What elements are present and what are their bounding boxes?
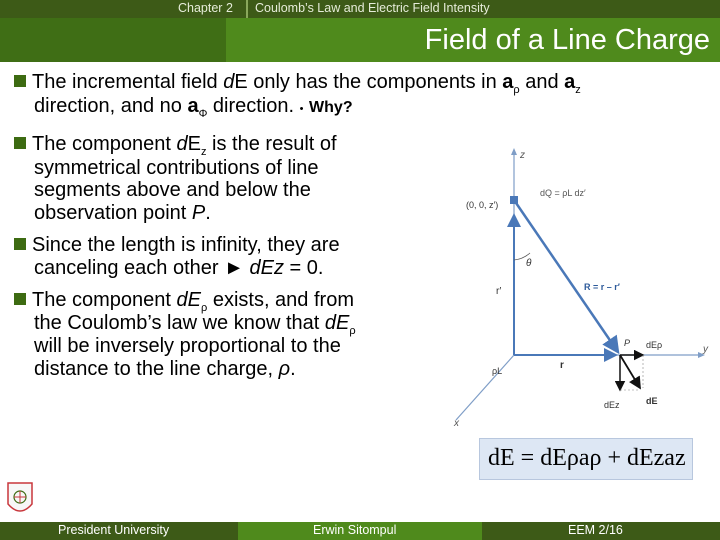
dE-vector xyxy=(620,355,640,388)
bullet-2: The component $dE_z$ is the result of xyxy=(14,132,337,164)
bullet-square xyxy=(14,75,26,87)
top-bar xyxy=(0,0,720,18)
svg-text:θ: θ xyxy=(526,258,532,269)
svg-text:(0, 0, z′): (0, 0, z′) xyxy=(466,200,499,210)
svg-text:dEρ: dEρ xyxy=(646,340,663,350)
chapter-label: Chapter 2 xyxy=(178,1,233,15)
bullet-4-line4: distance to the line charge, ρ. xyxy=(34,358,296,380)
bullet-3-line2: canceling each other ► dEz = 0. xyxy=(34,257,324,279)
why-note: Why? xyxy=(309,99,353,116)
svg-text:z: z xyxy=(520,150,525,161)
line-charge-figure xyxy=(448,140,716,432)
bullet-4-line2: the Coulomb’s law we know that $dE_\rho$ xyxy=(34,312,356,337)
footer-page: EEM 2/16 xyxy=(568,523,623,537)
bullet-3: Since the length is infinity, they are xyxy=(14,233,340,257)
svg-text:R = r – r′: R = r – r′ xyxy=(584,282,620,292)
footer-bar xyxy=(0,522,720,540)
dE-term: d xyxy=(223,71,235,93)
svg-text:x: x xyxy=(454,418,459,429)
svg-text:dE: dE xyxy=(646,396,658,406)
equation: dE = dEρaρ + dEzaz xyxy=(488,445,686,471)
title-left-block xyxy=(0,18,226,62)
university-logo xyxy=(5,480,35,520)
R-vector xyxy=(514,200,618,352)
svg-text:P: P xyxy=(624,338,631,348)
bullet-1-line2: direction, and no $a_\Phi$ direction. • Why? xyxy=(34,95,353,120)
svg-text:dQ = ρL dz′: dQ = ρL dz′ xyxy=(540,188,586,198)
bullet-1: The incremental field dE only has the components in $a_\rho$ and $a_z$ xyxy=(14,70,714,102)
svg-text:r′: r′ xyxy=(496,286,502,297)
bullet-4-line3: will be inversely proportional to the xyxy=(34,335,341,357)
bullet-2-line3: segments above and below the xyxy=(34,179,311,201)
slide-title: Field of a Line Charge xyxy=(424,24,710,56)
separator xyxy=(246,0,248,18)
bullet-4: The component $dE_\rho$ exists, and from xyxy=(14,288,354,320)
svg-text:dEz: dEz xyxy=(604,400,620,410)
course-title: Coulomb’s Law and Electric Field Intensity xyxy=(255,1,490,15)
svg-text:r: r xyxy=(560,360,564,371)
svg-text:y: y xyxy=(703,344,708,355)
footer-institution: President University xyxy=(58,523,170,537)
equation-box xyxy=(479,438,693,480)
bullet-2-line4: observation point P. xyxy=(34,202,211,224)
title-bar xyxy=(0,18,720,62)
svg-text:ρL: ρL xyxy=(492,366,503,376)
footer-author: Erwin Sitompul xyxy=(313,523,397,537)
x-axis xyxy=(456,355,514,420)
bullet-2-line2: symmetrical contributions of line xyxy=(34,157,319,179)
